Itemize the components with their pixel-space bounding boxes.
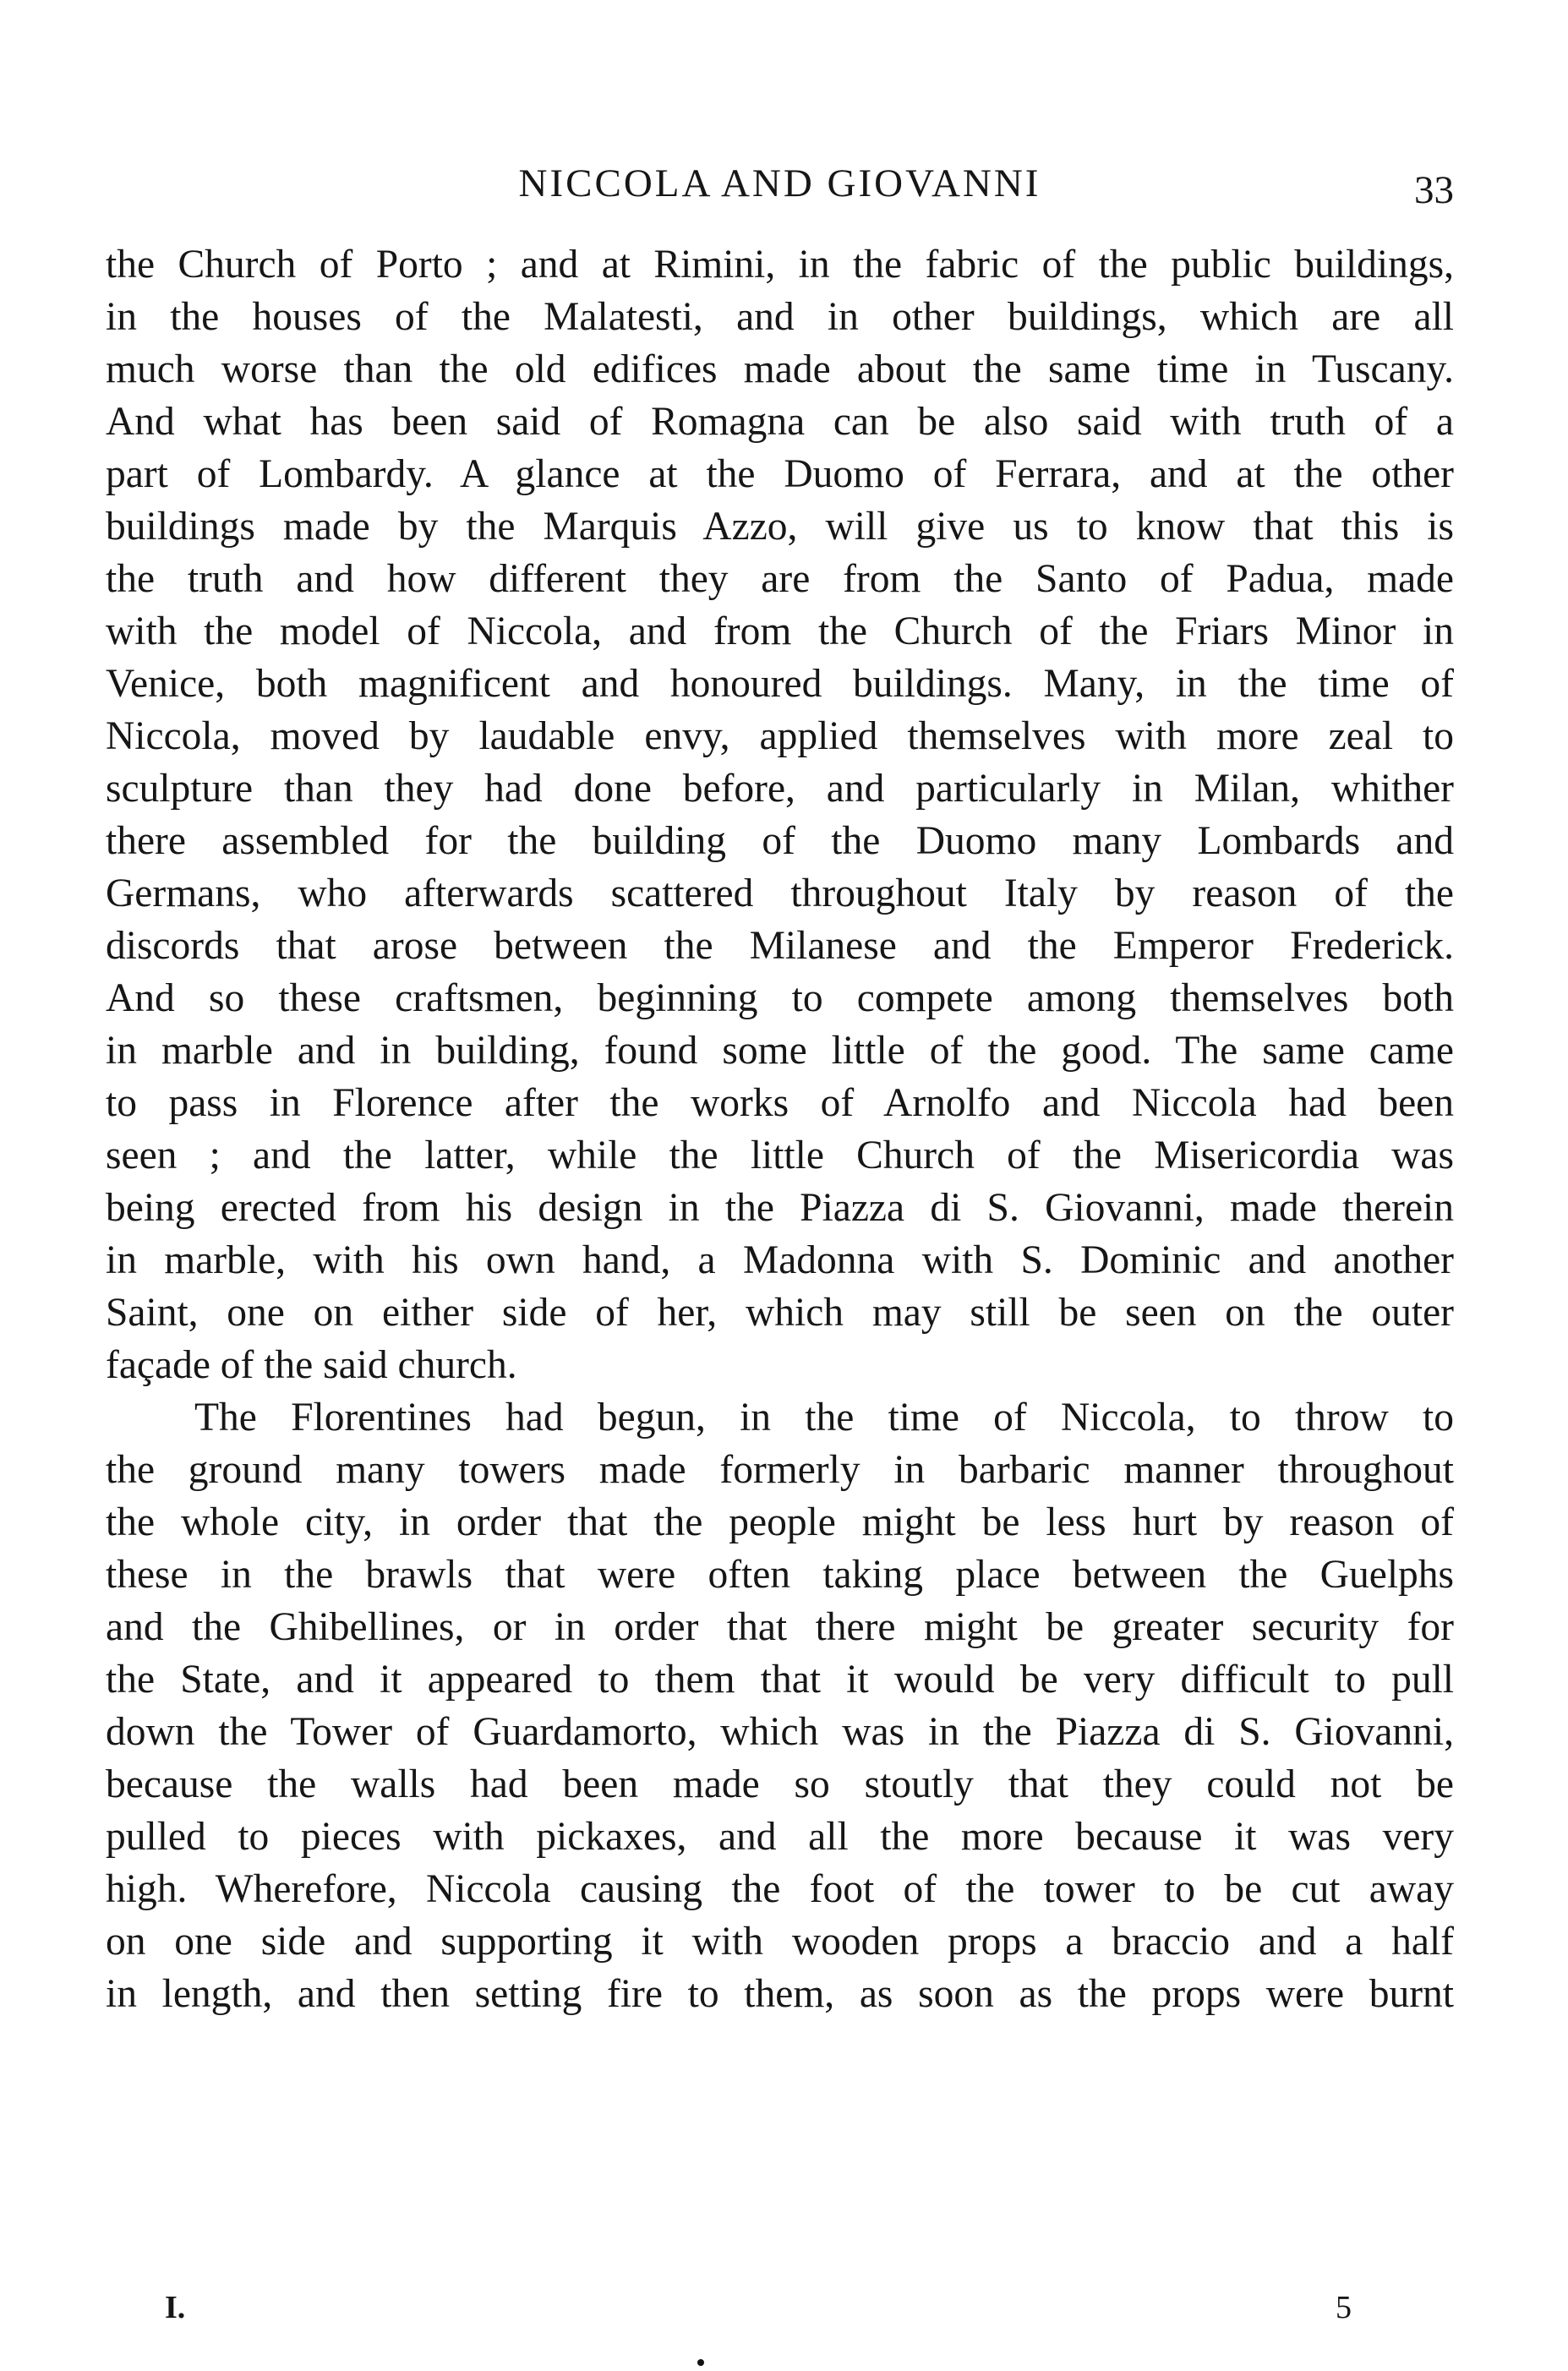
text-line: there assembled for the building of the Duomo many Lombards and [106, 819, 1454, 863]
text-line: because the walls had been made so stoutly that they could not be [106, 1762, 1454, 1806]
text-line: in the houses of the Malatesti, and in other buildings, which are all [106, 295, 1454, 339]
text-line: with the model of Niccola, and from the Church of the Friars Minor in [106, 609, 1454, 653]
text-line: being erected from his design in the Piazza di S. Giovanni, made therein [106, 1186, 1454, 1230]
text-line: And what has been said of Romagna can be also said with truth of a [106, 400, 1454, 444]
text-line: Saint, one on either side of her, which may still be seen on the outer [106, 1291, 1454, 1335]
text-line: The Florentines had begun, in the time of Niccola, to throw to [194, 1396, 1454, 1440]
text-line: the State, and it appeared to them that it would be very difficult to pull [106, 1658, 1454, 1702]
text-line: down the Tower of Guardamorto, which was in the Piazza di S. Giovanni, [106, 1710, 1454, 1754]
text-line: And so these craftsmen, beginning to compete among themselves both [106, 976, 1454, 1020]
running-title: NICCOLA AND GIOVANNI [518, 161, 1041, 205]
text-line: in marble and in building, found some little of the good. The same came [106, 1029, 1454, 1073]
text-line: discords that arose between the Milanese and the Emperor Frederick. [106, 924, 1454, 968]
text-line: pulled to pieces with pickaxes, and all the more because it was very [106, 1815, 1454, 1859]
text-line: to pass in Florence after the works of Arnolfo and Niccola had been [106, 1081, 1454, 1125]
text-line: and the Ghibellines, or in order that there might be greater security for [106, 1605, 1454, 1649]
text-line: Niccola, moved by laudable envy, applied themselves with more zeal to [106, 714, 1454, 758]
text-line: in marble, with his own hand, a Madonna with S. Dominic and another [106, 1238, 1454, 1282]
text-line: Germans, who afterwards scattered throughout Italy by reason of the [106, 871, 1454, 915]
running-head [106, 154, 1454, 213]
page-footer [106, 2282, 1454, 2333]
text-line: the ground many towers made formerly in barbaric manner throughout [106, 1448, 1454, 1492]
text-line: the whole city, in order that the people might be less hurt by reason of [106, 1500, 1454, 1544]
signature-mark: I. [165, 2290, 186, 2325]
text-line: buildings made by the Marquis Azzo, will give us to know that this is [106, 505, 1454, 549]
text-line: on one side and supporting it with wooden props a braccio and a half [106, 1920, 1454, 1964]
text-line: much worse than the old edifices made about the same time in Tuscany. [106, 347, 1454, 391]
text-line: in length, and then setting fire to them, as soon as the props were burnt [106, 1972, 1454, 2016]
signature-number: 5 [1336, 2290, 1352, 2325]
body-text [106, 238, 1454, 2020]
text-line: high. Wherefore, Niccola causing the foot of the tower to be cut away [106, 1867, 1454, 1911]
text-line: sculpture than they had done before, and particularly in Milan, whither [106, 767, 1454, 811]
text-line: Venice, both magnificent and honoured buildings. Many, in the time of [106, 662, 1454, 706]
text-line: seen ; and the latter, while the little Church of the Misericordia was [106, 1134, 1454, 1177]
text-line: these in the brawls that were often taking place between the Guelphs [106, 1553, 1454, 1597]
scan-speck [697, 2359, 704, 2366]
text-line: part of Lombardy. A glance at the Duomo of Ferrara, and at the other [106, 452, 1454, 496]
text-line: the truth and how different they are from the Santo of Padua, made [106, 557, 1454, 601]
page-number: 33 [1414, 168, 1454, 212]
text-line: the Church of Porto ; and at Rimini, in the fabric of the public buildings, [106, 243, 1454, 287]
text-line: façade of the said church. [106, 1343, 517, 1387]
